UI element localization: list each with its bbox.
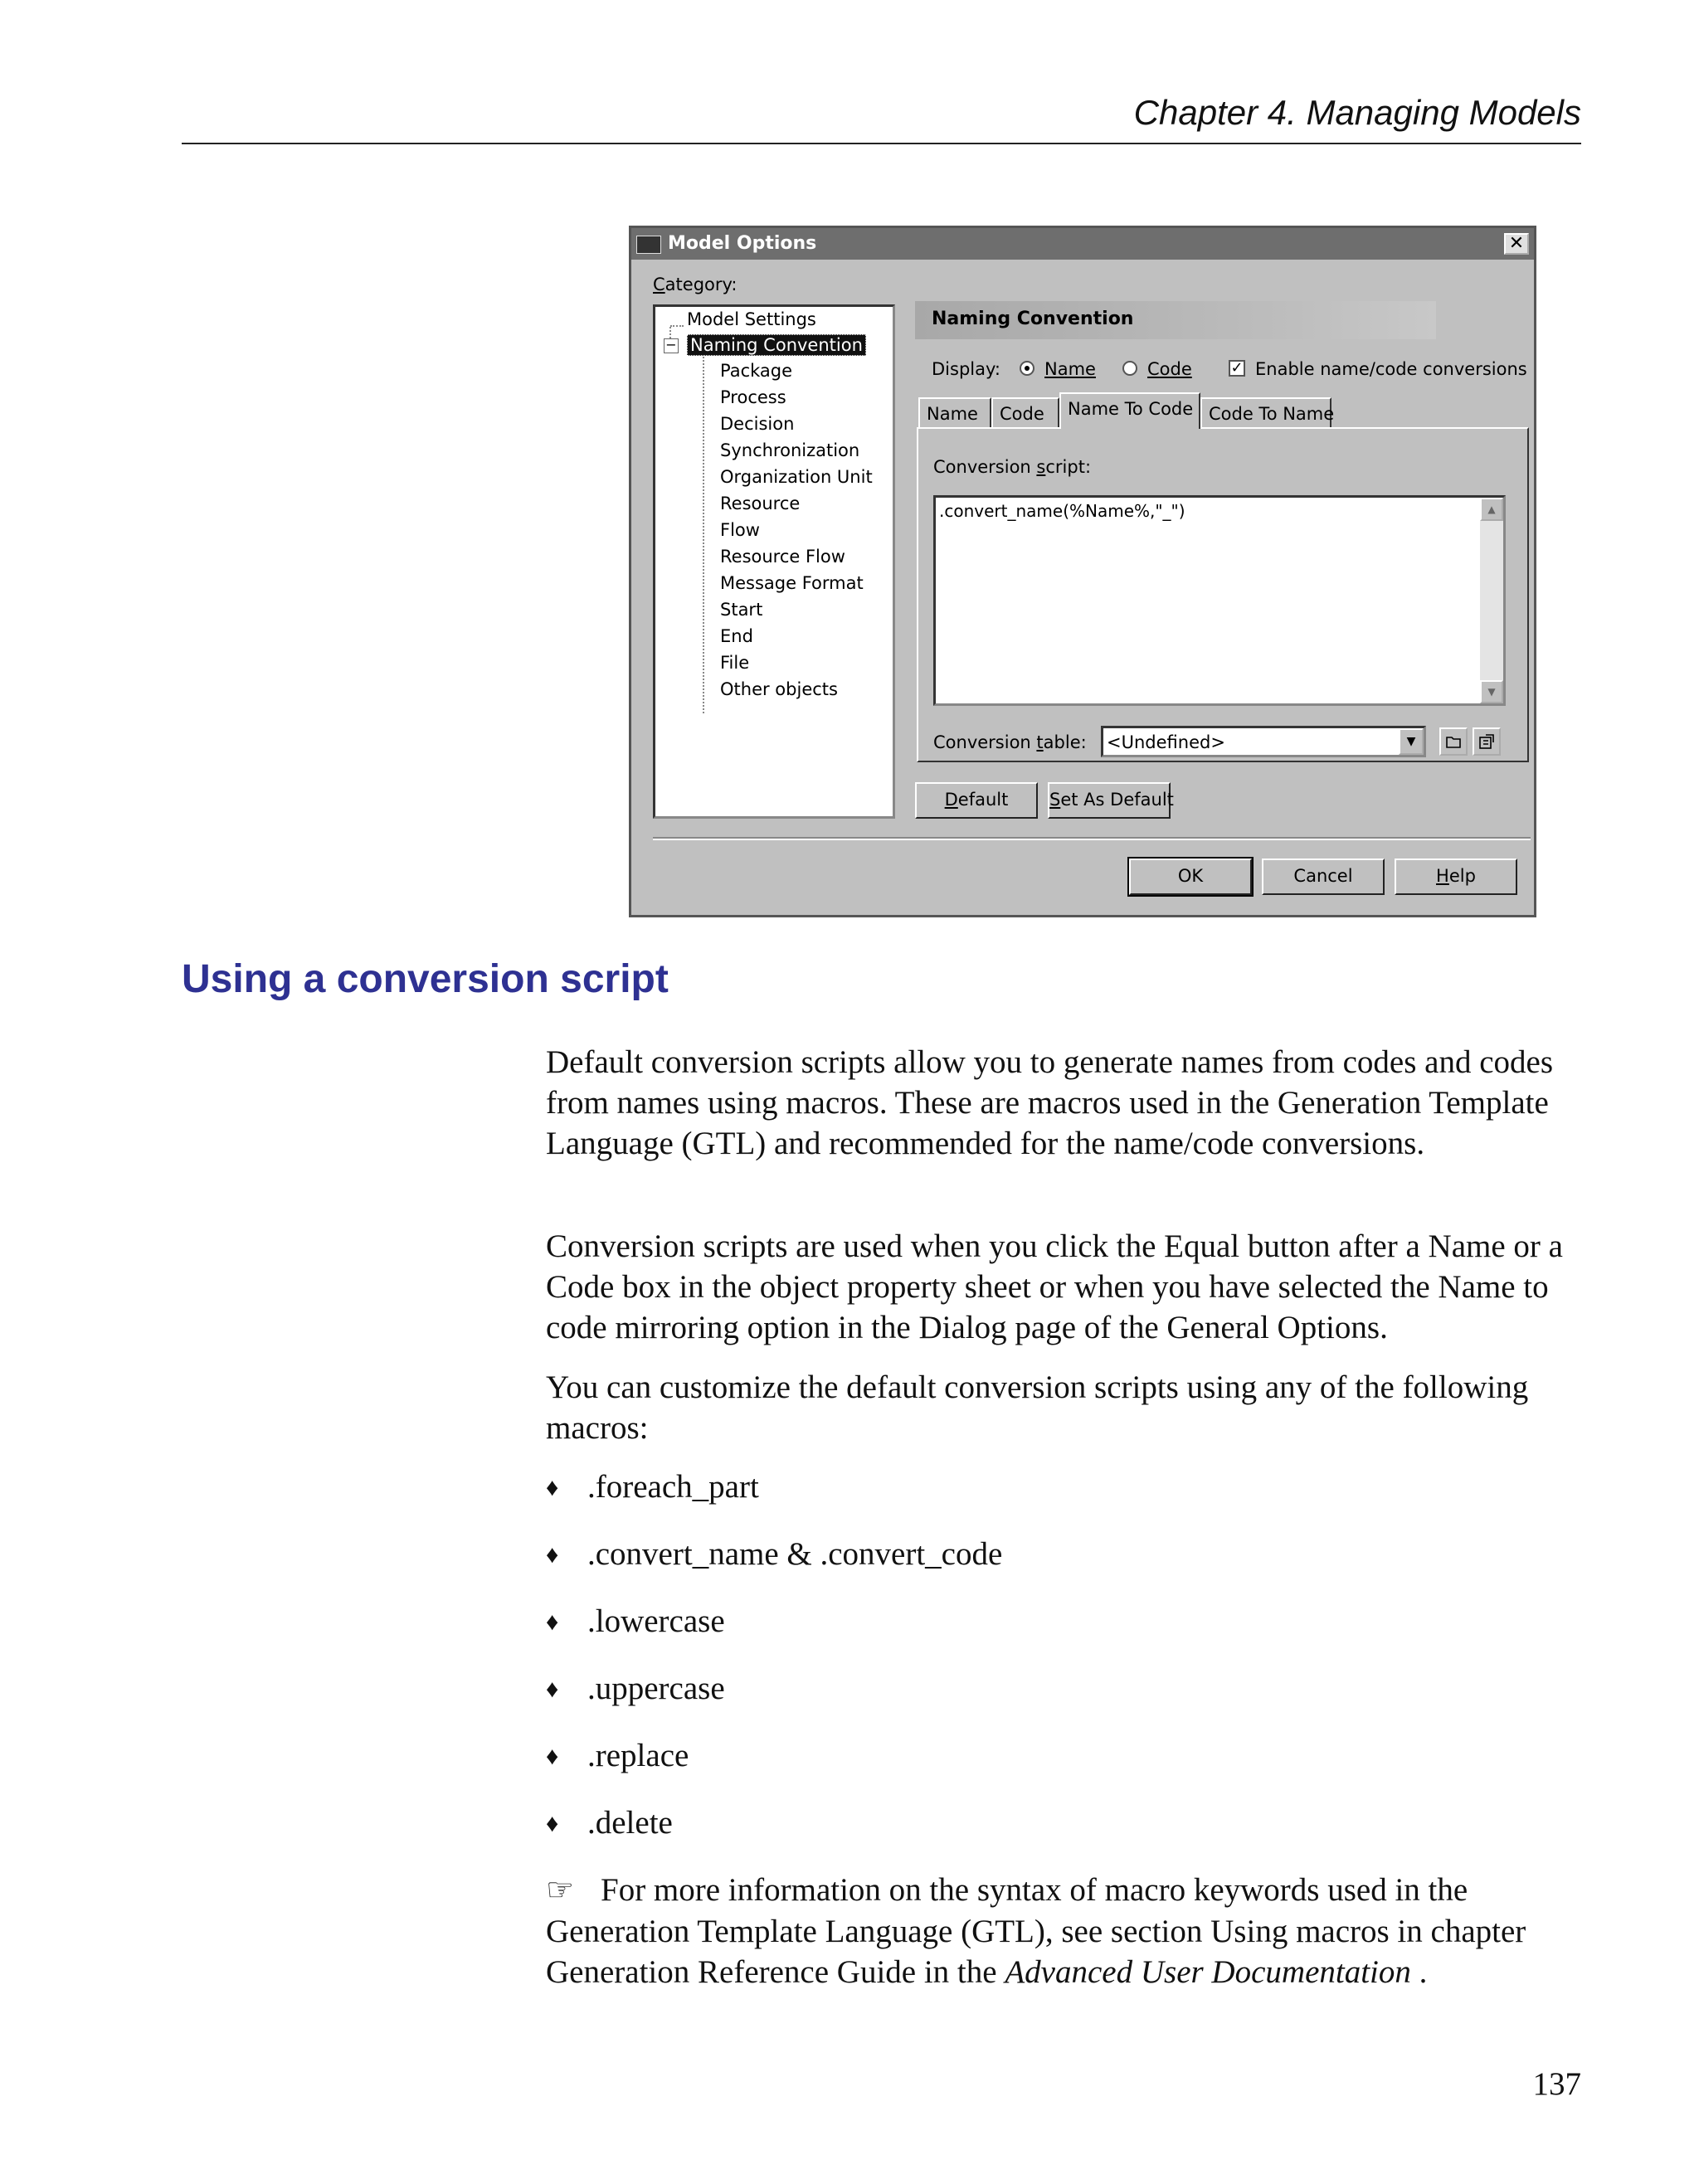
page-header <box>182 90 1581 144</box>
app-icon <box>636 236 661 254</box>
paragraph-text: Default conversion scripts allow you to generate names from codes and codes from names using macros. These are macros used in the Generation Template Language (GTL) and recommended for the name/code conversions. <box>546 1044 1554 1161</box>
script-scrollbar[interactable] <box>1480 498 1503 703</box>
bullet-icon: ♦ <box>546 1810 559 1837</box>
tab-name[interactable]: Name <box>918 397 991 429</box>
tree-connector <box>670 325 684 327</box>
name-to-code-panel <box>917 427 1529 762</box>
bullet-icon: ♦ <box>546 1474 559 1501</box>
tree-item-resource[interactable]: Resource <box>720 494 801 513</box>
tree-item-naming-convention[interactable]: Naming Convention <box>687 334 866 356</box>
list-item <box>546 1735 689 1777</box>
collapse-icon[interactable]: − <box>664 338 679 353</box>
paragraph-text: You can customize the default conversion scripts using any of the following macros: <box>546 1369 1529 1446</box>
paragraph-text: Conversion scripts are used when you click the Equal button after a Name or a Code box in the object property sheet or when you have selected the Name to code mirroring option in the Dialog page of the General Options. <box>546 1228 1563 1345</box>
tree-item-model-settings[interactable]: Model Settings <box>687 309 816 329</box>
tree-item-other-objects[interactable]: Other objects <box>720 679 838 699</box>
enable-conversions-label[interactable]: Enable name/code conversions <box>1255 359 1527 379</box>
conversion-table-label: Conversion table: <box>933 732 1087 752</box>
macro-name: .uppercase <box>587 1671 725 1706</box>
properties-button[interactable] <box>1473 727 1501 756</box>
tree-item-end[interactable]: End <box>720 626 753 646</box>
close-icon[interactable]: ✕ <box>1504 233 1529 255</box>
doc-title: Advanced User Documentation <box>1005 1954 1411 1990</box>
chevron-down-icon[interactable]: ▼ <box>1399 728 1424 755</box>
tree-item-resource-flow[interactable]: Resource Flow <box>720 547 845 567</box>
cancel-button[interactable]: Cancel <box>1262 859 1385 895</box>
macro-name: .lowercase <box>587 1603 725 1639</box>
list-item <box>546 1802 673 1844</box>
category-label: Category: <box>653 275 738 294</box>
paragraph-2 <box>546 1226 1583 1348</box>
tree-item-organization-unit[interactable]: Organization Unit <box>720 467 873 487</box>
scroll-down-icon[interactable]: ▼ <box>1480 680 1503 703</box>
conversion-table-value: <Undefined> <box>1107 732 1225 752</box>
display-code-label[interactable]: Code <box>1147 359 1192 379</box>
conversion-script-input[interactable] <box>933 495 1506 706</box>
display-name-label[interactable]: Name <box>1044 359 1096 379</box>
macro-name: .convert_name & .convert_code <box>587 1536 1003 1572</box>
bullet-icon: ♦ <box>546 1676 559 1703</box>
browse-folder-button[interactable] <box>1439 727 1468 756</box>
conversion-script-label: Conversion script: <box>933 457 1092 477</box>
tree-item-package[interactable]: Package <box>720 361 793 381</box>
tree-item-message-format[interactable]: Message Format <box>720 573 864 593</box>
properties-icon <box>1478 733 1495 750</box>
pointing-hand-icon: ☞ <box>546 1873 575 1908</box>
enable-conversions-checkbox[interactable]: ✓ <box>1229 360 1245 377</box>
tree-item-file[interactable]: File <box>720 653 750 673</box>
set-as-default-button[interactable]: Set As Default <box>1048 782 1171 819</box>
paragraph-3 <box>546 1367 1583 1448</box>
list-item <box>546 1534 1002 1575</box>
display-code-radio[interactable] <box>1122 361 1137 376</box>
list-item <box>546 1467 759 1508</box>
bullet-icon: ♦ <box>546 1541 559 1569</box>
page-number: 137 <box>1532 2066 1581 2102</box>
paragraph-1 <box>546 1042 1583 1164</box>
section-header-title: Naming Convention <box>932 309 1134 329</box>
tree-item-flow[interactable]: Flow <box>720 520 760 540</box>
dialog-title-bar <box>631 228 1534 260</box>
section-header <box>915 301 1436 339</box>
note-text: ☞ For more information on the syntax of macro keywords used in the Generation Template Language (GTL), see section Using macros in chapter Generation Reference Guide in the Advanced User Documentation . <box>546 1872 1526 1990</box>
conversion-script-text: .convert_name(%Name%,"_") <box>939 501 1185 521</box>
list-item <box>546 1601 725 1642</box>
ok-button[interactable]: OK <box>1129 859 1252 895</box>
tree-item-decision[interactable]: Decision <box>720 414 795 434</box>
tree-item-synchronization[interactable]: Synchronization <box>720 440 860 460</box>
model-options-dialog <box>629 226 1536 917</box>
note <box>546 1870 1583 1992</box>
macro-name: .foreach_part <box>587 1469 759 1505</box>
macro-name: .delete <box>587 1805 673 1841</box>
bullet-icon: ♦ <box>546 1743 559 1770</box>
dialog-title: Model Options <box>668 233 817 254</box>
tab-name-to-code[interactable]: Name To Code <box>1059 392 1200 429</box>
tree-item-process[interactable]: Process <box>720 387 786 407</box>
bullet-icon: ♦ <box>546 1608 559 1636</box>
list-item <box>546 1668 725 1710</box>
category-tree[interactable] <box>653 304 895 819</box>
chapter-title: Chapter 4. Managing Models <box>1133 93 1581 132</box>
tree-item-start[interactable]: Start <box>720 600 763 620</box>
macro-name: .replace <box>587 1738 689 1773</box>
display-name-radio[interactable] <box>1020 361 1034 376</box>
tab-code[interactable]: Code <box>991 397 1059 429</box>
tab-code-to-name[interactable]: Code To Name <box>1200 397 1331 429</box>
separator <box>653 837 1531 840</box>
conversion-table-select[interactable] <box>1101 726 1426 757</box>
tree-connector <box>703 353 704 713</box>
help-button[interactable]: Help <box>1395 859 1517 895</box>
scroll-up-icon[interactable]: ▲ <box>1480 498 1503 521</box>
folder-icon <box>1445 733 1462 750</box>
section-title: Using a conversion script <box>182 957 669 1001</box>
display-label: Display: <box>932 359 1000 379</box>
default-button[interactable]: Default <box>915 782 1038 819</box>
